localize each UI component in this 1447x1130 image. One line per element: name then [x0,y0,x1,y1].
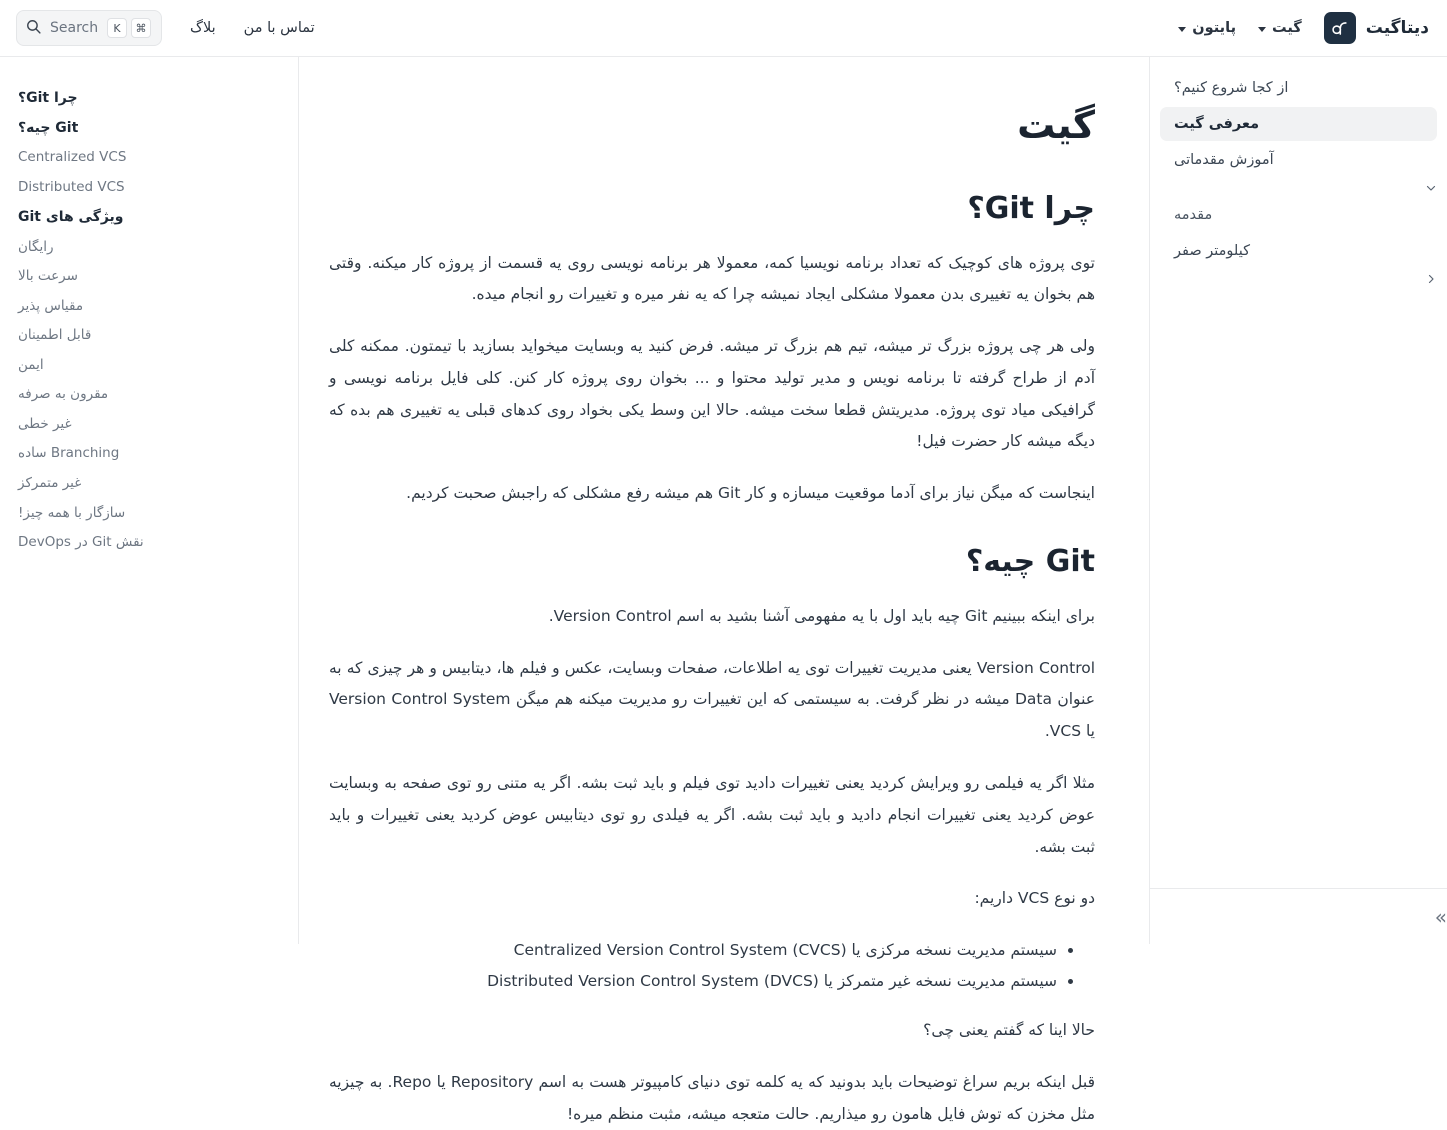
docs-nav-row-start [1160,71,1437,105]
sidebar-collapse-button[interactable] [1150,888,1447,944]
toc-item-reliable[interactable]: قابل اطمینان [18,327,92,344]
page-title: گیت [1017,103,1095,147]
collapse-icon: » [1434,904,1447,929]
sidebar-item-label: معرفی گیت [1174,116,1260,132]
paragraph: حالا اینا که گفتم یعنی چی؟ [923,1021,1095,1040]
list-item: سیستم مدیریت نسخه مرکزی یا Centralized Version Control System (CVCS) [329,935,1073,966]
docs-sidebar [1149,57,1447,944]
toc-item-secure[interactable]: ایمن [18,356,44,373]
toc-item-simple-branching[interactable]: Branching ساده [18,445,120,462]
shortcut-key-k: K [107,18,127,38]
toc-item-git-in-devops[interactable]: نقش Git در DevOps [18,534,144,551]
sidebar-item-where-to-start[interactable] [1160,71,1437,105]
paragraph: توی پروژه های کوچیک که تعداد برنامه نویسیا کمه، معمولا هر برنامه نویسی روی یه قسمت از پروژه کار میکنه. وقتی هم بخوان یه تغییری بدن معمولا مشکلی ایجاد نمیشه چرا که یه نفر میره و تغییرات رو انجام میده. [329,253,1095,304]
sidebar-item-label: مقدمه [1174,207,1213,223]
brand-name: دیتاگیت [1365,18,1429,38]
vcs-type-list [329,935,1095,997]
nav-menu-git-label: گیت [1272,20,1302,36]
shortcut-key-cmd: ⌘ [131,18,151,38]
docs-nav-row-preface [1160,198,1437,232]
paragraph: دو نوع VCS داریم: [974,889,1095,908]
nav-menu-python-label: پایتون [1192,20,1237,36]
paragraph: برای اینکه ببینیم Git چیه باید اول با یه مفهومی آشنا بشید به اسم Version Control. [548,606,1095,625]
search-shortcut [107,18,151,38]
paragraph: اینجاست که میگن نیاز برای آدما موقعیت میسازه و کار Git هم میشه رفع مشکلی که راجبش صحبت کردیم. [406,484,1095,503]
toc-item-economical[interactable]: مقرون به صرفه [18,386,109,403]
toc-item-scalable[interactable]: مقیاس پذیر [18,297,84,314]
nav-link-contact[interactable]: تماس با من [243,20,315,36]
top-navbar [0,0,1447,57]
toc-item-git-features[interactable]: ویژگی های Git [18,209,124,226]
docs-nav-row-kilometer-zero [1160,234,1437,289]
section-heading-why-git: چرا Git؟ [967,190,1095,226]
table-of-contents [0,57,299,944]
paragraph: مثلا اگر یه فیلمی رو ویرایش کردید یعنی تغییرات دادید توی فیلم و باید ثبت بشه. اگر یه متنی رو توی صفحه به وبسایت عوض کردید یعنی تغییرات انجام دادید و باید ثبت بشه. اگر یه فیلدی رو توی دیتابیس عوض کردید یعنی تغییرات و باید ثبت بشه. [329,774,1095,856]
page-layout [0,57,1447,1123]
brand-logo-link[interactable] [1324,12,1429,44]
nav-link-blog[interactable]: بلاگ [190,20,216,36]
sidebar-item-intro-git[interactable] [1160,107,1437,141]
search-icon [25,18,42,39]
chevron-down-icon [1178,27,1186,32]
paragraph: قبل اینکه بریم سراغ توضیحات باید بدونید که یه کلمه توی دنیای کامپیوتر هست به اسم Repository یا Repo. به چیزیه مثل مخزن که توش فایل هامون رو میذاریم. حالت متعجه میشه، مثبت منظم میره! [329,1072,1096,1123]
docs-nav-row-basic-tutorial [1160,143,1437,198]
search-input[interactable] [16,10,162,46]
chevron-down-icon [1258,27,1266,32]
toc-item-distributed-vcs[interactable]: Distributed VCS [18,178,125,195]
search-placeholder: Search [50,20,99,36]
sidebar-item-label: از کجا شروع کنیم؟ [1174,80,1289,96]
toc-item-centralized-vcs[interactable]: Centralized VCS [18,149,127,166]
navbar-right-group [1178,12,1429,44]
section-heading-what-is-git: Git چیه؟ [965,543,1095,579]
article-content [299,57,1149,1123]
toc-item-free[interactable]: رایگان [18,238,54,255]
nav-menu-python[interactable] [1178,20,1236,36]
sidebar-item-label: آموزش مقدماتی [1174,152,1274,168]
toc-item-compatible[interactable]: سازگار با همه چیز! [18,504,126,521]
toc-item-high-speed[interactable]: سرعت بالا [18,268,78,285]
sidebar-item-basic-tutorial[interactable] [1160,143,1437,177]
paragraph: Version Control یعنی مدیریت تغییرات توی یه اطلاعات، صفحات وبسایت، عکس و فیلم ها، دیتابیس و هر چیزی که به عنوان Data میشه در نظر گرفت. به سیستمی که این تغییرات رو مدیریت میکنه هم میگن Version Control System یا VCS. [329,658,1096,741]
sidebar-item-preface[interactable] [1160,198,1437,232]
toc-item-why-git[interactable]: چرا Git؟ [18,90,78,106]
list-item: سیستم مدیریت نسخه غیر متمرکز یا Distributed Version Control System (DVCS) [329,966,1073,997]
navbar-left-group [16,10,315,46]
chevron-down-icon[interactable] [1425,179,1437,198]
paragraph: ولی هر چی پروژه بزرگ تر میشه، تیم هم بزرگ تر میشه. فرض کنید یه وبسایت میخواید بسازید با تیمتون. ممکنه کلی آدم از طراح گرفته تا برنامه نویس و مدیر تولید محتوا و ... بخوان روی پروژه کار کنن. کلی فایل برنامه نویسی و گرافیکی میاد توی پروژه. مدیریتش قطعا سخت میشه. حالا این وسط یکی بخواد روی کدهای قبلی یه تغییری هم بده که دیگه میشه کار حضرت فیل! [329,337,1095,451]
docs-nav-row-intro-git [1160,107,1437,141]
toc-item-what-is-git[interactable]: Git چیه؟ [18,120,79,137]
toc-item-decentralized[interactable]: غیر متمرکز [18,475,82,492]
nav-menu-git[interactable] [1258,20,1302,36]
logo-icon [1324,12,1356,44]
chevron-left-icon[interactable] [1425,270,1437,289]
toc-item-non-linear[interactable]: غیر خطی [18,415,72,432]
sidebar-item-kilometer-zero[interactable] [1160,234,1437,268]
sidebar-item-label: کیلومتر صفر [1174,243,1250,259]
